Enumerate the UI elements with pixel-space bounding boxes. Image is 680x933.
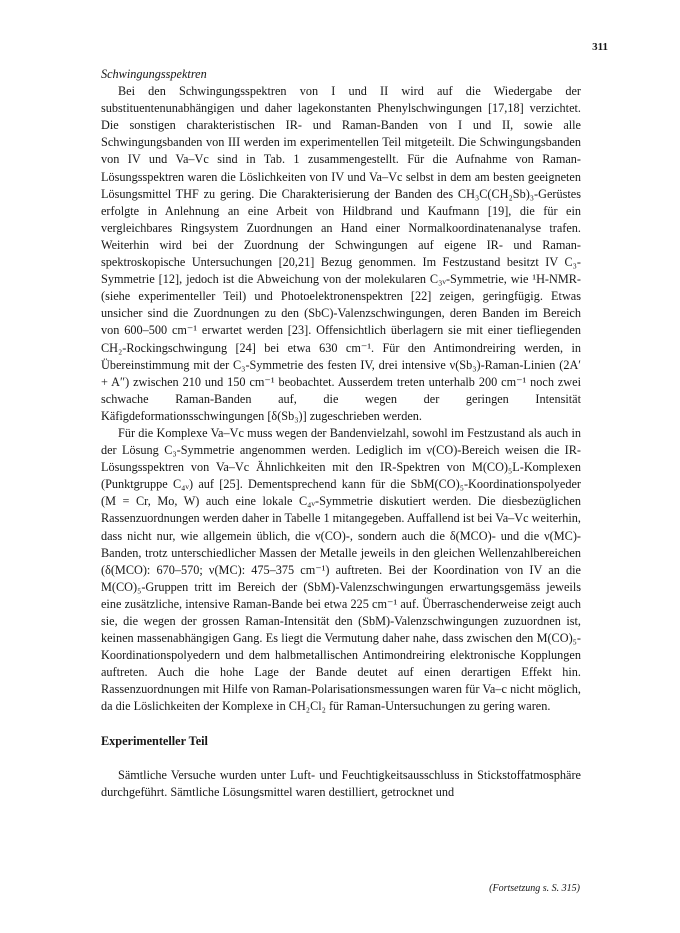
paragraph-3: Sämtliche Versuche wurden unter Luft- und Feuchtigkeitsausschluss in Stickstoffatmosphäre durchgeführt. Sämtliche Lösungsmittel waren destilliert, getrocknet und <box>101 767 581 799</box>
section-gap <box>101 750 581 767</box>
section-heading-schwingungsspektren: Schwingungsspektren <box>101 67 207 81</box>
section-gap <box>101 716 581 733</box>
paragraph-1: Bei den Schwingungsspektren von I und II wird auf die Wiedergabe der substituentenunabhängigen und daher lagekonstanten Phenylschwingungen [17,18] verzichtet. Die sonstigen charakteristischen IR- und Raman-Banden von I und II, sowie alle Schwingungsbanden von III werden im experimentellen Teil mitgeteilt. Die Schwingungsbanden von IV und Va–Vc sind in Tab. 1 zusammengestellt. Für die Aufnahme von Raman-Lösungsspektren waren die Löslichkeiten von IV und Va–Vc selbst in dem am besten geeigneten Lösungsmittel THF zu gering. Die Charakterisierung der Banden des CH₃C(CH₂Sb)₃-Gerüstes erfolgte in Anlehnung an eine Arbeit von Hildbrand und Kaufmann [19], die für ein vergleichbares Ringsystem Zuordnungen an Hand einer Normalkoordinatenanalyse trafen. Weiterhin wird bei der Zuordnung der Schwingungen auf eigene IR- und Raman-spektroskopische Untersuchungen [20,21] Bezug genommen. Im Festzustand besitzt IV C₃-Symmetrie [12], jedoch ist die Abweichung von der molekularen C₃ᵥ-Symmetrie, wie ¹H-NMR- (siehe experimenteller Teil) und Photoelektronenspektren [22] zeigen, geringfügig. Etwas unsicher sind die Zuordnungen zu den (SbC)-Valenzschwingungen, deren Banden im Bereich von 600–500 cm⁻¹ erwartet werden [23]. Offensichtlich überlagern sie mit einer tiefliegenden CH₂-Rockingschwingung [24] bei etwa 630 cm⁻¹. Für den Antimondreiring werden, in Übereinstimmung mit der C₃-Symmetrie des festen IV, drei intensive ν(Sb₃)-Raman-Linien (2A′ + A″) zwischen 210 und 150 cm⁻¹ beobachtet. Ausserdem treten unterhalb 200 cm⁻¹ noch zwei schwache Raman-Banden auf, die wegen der geringen Intensität Käfigdeformationsschwingungen [δ(Sb₃)] zugeschrieben werden. <box>101 84 581 423</box>
paragraph-2: Für die Komplexe Va–Vc muss wegen der Bandenvielzahl, sowohl im Festzustand als auch in der Lösung C₃-Symmetrie angenommen werden. Lediglich im ν(CO)-Bereich weisen die IR-Lösungsspektren von Va–Vc Ähnlichkeiten mit den IR-Spektren von M(CO)₅L-Komplexen (Punktgruppe C₄ᵥ) auf [25]. Dementsprechend kann für die SbM(CO)₅-Koordinationspolyeder (M = Cr, Mo, W) auch eine lokale C₄ᵥ-Symmetrie diskutiert werden. Die diesbezüglichen Rassenzuordnungen werden daher in Tabelle 1 mitangegeben. Auffallend ist bei Va–Vc weiterhin, dass nicht nur, wie allgemein üblich, die ν(CO)-, sondern auch die δ(MCO)- und die ν(MC)-Banden, trotz unterschiedlicher Massen der Metalle jeweils in den gleichen Wellenzahlbereichen (δ(MCO): 670–570; ν(MC): 475–375 cm⁻¹) auftreten. Bei der Koordination von IV an die M(CO)₅-Gruppen tritt im Bereich der (SbM)-Valenzschwingungen erwartungsgemäss jeweils eine zusätzliche, intensive Raman-Bande bei etwa 225 cm⁻¹ auf. Überraschenderweise zeigt auch sie, die wegen der grossen Raman-Intensität den (SbM)-Valenzschwingungen zuzuordnen ist, keinen massenabhängigen Gang. Es liegt die Vermutung daher nahe, dass zwischen den M(CO)₅-Koordinationspolyedern und dem halbmetallischen Antimondreiring elektronische Kopplungen auftreten. Auch die hohe Lage der Bande deutet auf einen derartigen Effekt hin. Rassenzuordnungen mit Hilfe von Raman-Polarisationsmessungen waren für Va–c nicht möglich, da die Löslichkeiten der Komplexe in CH₂Cl₂ für Raman-Untersuchungen zu gering waren. <box>101 425 581 714</box>
section-heading-experimenteller-teil: Experimenteller Teil <box>101 733 208 748</box>
continuation-note: (Fortsetzung s. S. 315) <box>489 883 580 894</box>
page-number: 311 <box>592 41 608 53</box>
body-text <box>101 66 581 801</box>
